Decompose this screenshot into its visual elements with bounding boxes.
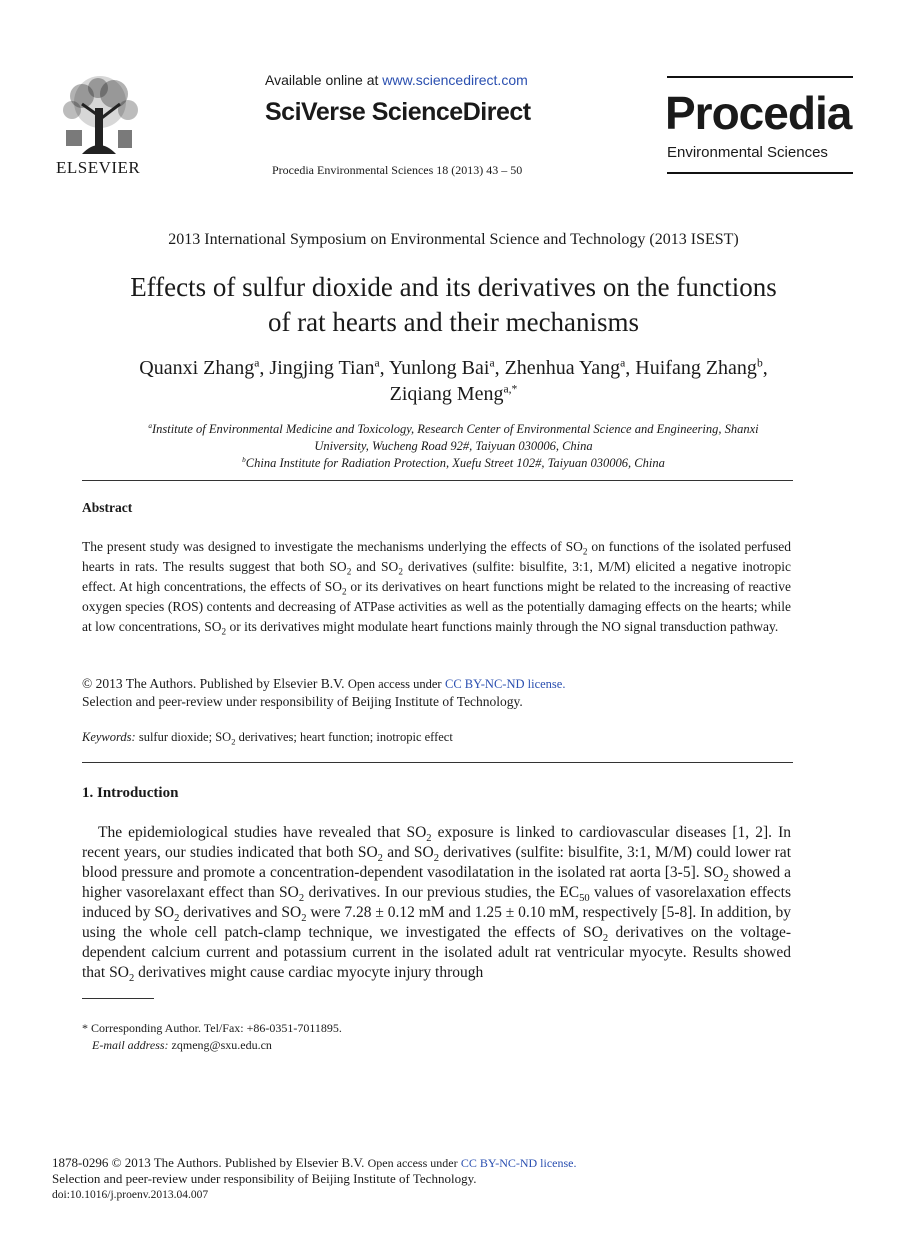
available-online-line	[265, 72, 528, 88]
sciverse-sciencedirect-logo: SciVerse ScienceDirect	[265, 98, 531, 126]
author-name: Yunlong Bai	[388, 357, 490, 379]
author-affiliation-mark: a,*	[503, 382, 518, 396]
affiliation-a	[80, 421, 827, 438]
keywords: Keywords: sulfur dioxide; $SO_2$ derivatives; heart function; inotropic effect	[82, 730, 453, 747]
author-list: Quanxi Zhang$^a$, Jingjing Tian$^a$, Yunlong Bai$^a$, Zhenhua Yang$^a$, Huifang Zhang$^b$, Ziqiang Meng$^{a,*}$	[139, 356, 768, 405]
title-line-2: of rat hearts and their mechanisms	[267, 307, 640, 337]
section-heading-introduction: 1. Introduction	[82, 785, 179, 801]
copyright-notice	[82, 675, 565, 710]
footnote	[82, 1020, 342, 1054]
abstract-heading: Abstract	[82, 500, 133, 515]
license-link[interactable]: CC BY-NC-ND license.	[460, 1156, 577, 1170]
title-line-1: Effects of sulfur dioxide and its derivatives on the functions	[130, 272, 777, 302]
abstract-text: The present study was designed to investigate the mechanisms underlying the effects of $SO_2$ on functions of the isolated perfused hearts in rats. The results suggest that both $SO_2$ and $SO_2$ derivatives (sulfite: bisulfite, 3:1, M/M) elicited a negative inotropic effect. At high concentrations, the effects of $SO_2$ or its derivatives on heart functions might be related to the increasing of reactive oxygen species (ROS) contents and decreasing of ATPase activities as well as the potentially damaging effects on the hearts; while at low concentrations, $SO_2$ or its derivatives might modulate heart functions mainly through the NO signal transduction pathway.	[82, 539, 792, 637]
affiliation-a-line-1: Institute of Environmental Medicine and Toxicology, Research Center of Environmental Science and Engineering, Shanxi	[151, 422, 759, 436]
doi[interactable]: doi:10.1016/j.proenv.2013.04.007	[52, 1189, 209, 1201]
author-name: Zhenhua Yang	[504, 357, 621, 379]
keywords-label: Keywords:	[82, 730, 136, 744]
conference-name: 2013 International Symposium on Environmental Science and Technology (2013 ISEST)	[168, 231, 739, 248]
affiliation-a-mark: a	[148, 421, 152, 430]
paper-title	[60, 270, 847, 340]
affiliation-b-mark: b	[242, 455, 246, 464]
affiliation-a-line-2: University, Wucheng Road 92#, Taiyuan 030006, China	[314, 439, 593, 453]
email-label: E-mail address:	[92, 1038, 169, 1052]
peer-review-line: Selection and peer-review under responsibility of Beijing Institute of Technology.	[52, 1171, 477, 1186]
affiliations	[80, 421, 827, 472]
author-affiliation-mark: b	[756, 356, 763, 370]
email-line	[82, 1037, 342, 1054]
procedia-top-rule	[667, 76, 853, 78]
issn-copyright: 1878-0296 © 2013 The Authors. Published by Elsevier B.V.	[52, 1155, 365, 1170]
open-access-label: Open access under	[347, 677, 442, 691]
author-name: Ziqiang Meng	[389, 383, 504, 405]
section-rule	[82, 762, 793, 763]
affiliation-b	[80, 455, 827, 472]
corresponding-author: * Corresponding Author. Tel/Fax: +86-0351-7011895.	[82, 1021, 342, 1035]
email-address[interactable]: zqmeng@sxu.edu.cn	[168, 1038, 272, 1052]
copyright-line: © 2013 The Authors. Published by Elsevier B.V.	[82, 676, 345, 691]
journal-citation: Procedia Environmental Sciences 18 (2013) 43 – 50	[272, 163, 523, 177]
author-affiliation-mark: a	[489, 356, 495, 370]
elsevier-wordmark: ELSEVIER	[56, 158, 141, 177]
author-name: Jingjing Tian	[269, 357, 375, 379]
footnote-rule	[82, 998, 154, 999]
author-name: Huifang Zhang	[635, 357, 757, 379]
author-affiliation-mark: a	[374, 356, 380, 370]
open-access-label: Open access under	[367, 1156, 458, 1170]
introduction-text: The epidemiological studies have revealed that $SO_2$ exposure is linked to cardiovascular diseases [1, 2]. In recent years, our studies indicated that both $SO_2$ and $SO_2$ derivatives (sulfite: bisulfite, 3:1, M/M) could lower rat blood pressure and promote a concentration-dependent vasodilatation in the isolated rat aorta [3-5]. $SO_2$ showed a higher vasorelaxant effect than $SO_2$ derivatives. In our previous studies, the $EC_{50}$ values of vasorelaxation effects induced by $SO_2$ derivatives and $SO_2$ were 7.28 ± 0.12 mM and 1.25 ± 0.10 mM, respectively [5-8]. In addition, by using the whole cell patch-clamp technique, we investigated the effects of $SO_2$ derivatives on the voltage-dependent calcium current and potassium current in the isolated adult rat ventricular myocyte. Results showed that $SO_2$ derivatives might cause cardiac myocyte injury through	[82, 824, 792, 985]
author-name: Quanxi Zhang	[139, 357, 255, 379]
affiliation-b-text: China Institute for Radiation Protection, Xuefu Street 102#, Taiyuan 030006, China	[245, 456, 665, 470]
page-footer	[52, 1155, 577, 1203]
procedia-subtitle: Environmental Sciences	[667, 144, 828, 161]
author-affiliation-mark: a	[620, 356, 626, 370]
sciencedirect-link[interactable]: www.sciencedirect.com	[382, 72, 528, 88]
license-link[interactable]: CC BY-NC-ND license.	[444, 677, 566, 691]
available-online-prefix: Available online at	[265, 72, 379, 88]
procedia-bottom-rule	[667, 172, 853, 174]
peer-review-line: Selection and peer-review under responsibility of Beijing Institute of Technology.	[82, 694, 523, 709]
procedia-logo: Procedia	[665, 87, 852, 139]
abstract-top-rule	[82, 480, 793, 481]
author-affiliation-mark: a	[254, 356, 260, 370]
